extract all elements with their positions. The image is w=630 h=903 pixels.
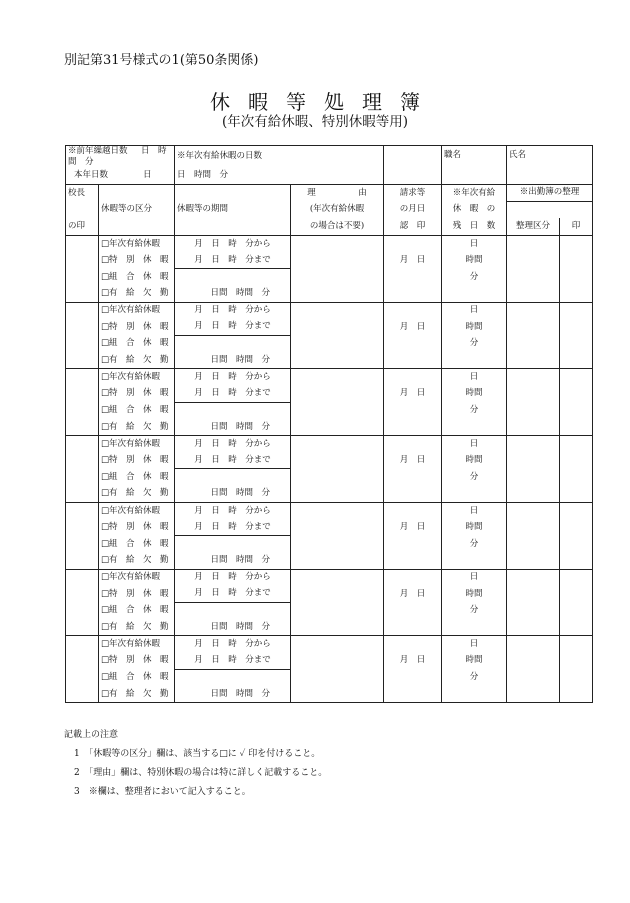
period-total-spacer [175, 536, 291, 553]
period-total: 日間 時間 分 [175, 419, 291, 436]
attendance-class-cell [507, 302, 560, 369]
period-from: 月 日 時 分から [175, 502, 291, 519]
period-total: 日間 時間 分 [175, 352, 291, 369]
period-from: 月 日 時 分から [175, 235, 291, 252]
principal-seal-header-2: の印 [66, 218, 99, 235]
principal-seal-cell [66, 502, 99, 569]
request-date: 月 日 [384, 385, 442, 402]
reason-cell [291, 502, 384, 569]
principal-seal-cell [66, 569, 99, 636]
reason-cell [291, 636, 384, 703]
period-total-spacer [175, 269, 291, 286]
form-label: 別記第31号様式の1(第50条関係) [64, 53, 259, 68]
request-date: 月 日 [384, 519, 442, 536]
attendance-class-cell [507, 569, 560, 636]
attendance-seal-cell [560, 235, 593, 302]
remaining-day: 日 [442, 636, 507, 653]
period-total-spacer [175, 469, 291, 486]
attendance-seal-cell [560, 569, 593, 636]
request-date: 月 日 [384, 652, 442, 669]
request-date-cell-mid [384, 602, 442, 619]
period-total-spacer [175, 335, 291, 352]
period-total-spacer [175, 402, 291, 419]
reason-header-3: の場合は不要) [291, 218, 384, 235]
reason-cell [291, 369, 384, 436]
period-from: 月 日 時 分から [175, 302, 291, 319]
request-header-2: の月日 [384, 201, 442, 218]
attendance-seal-cell [560, 369, 593, 436]
remaining-cell-bottom [442, 352, 507, 369]
request-date: 月 日 [384, 252, 442, 269]
remaining-cell-bottom [442, 486, 507, 503]
request-date: 月 日 [384, 452, 442, 469]
type-option-annual: □年次有給休暇 [99, 302, 175, 319]
attendance-seal-cell [560, 636, 593, 703]
attendance-seal-header: 印 [560, 218, 593, 235]
attendance-class-cell [507, 369, 560, 436]
period-total: 日間 時間 分 [175, 619, 291, 636]
period-total: 日間 時間 分 [175, 686, 291, 703]
period-from: 月 日 時 分から [175, 569, 291, 586]
type-option-union: □組 合 休 暇 [99, 602, 175, 619]
remaining-day: 日 [442, 436, 507, 453]
remaining-min: 分 [442, 536, 507, 553]
remaining-hour: 時間 [442, 519, 507, 536]
period-total: 日間 時間 分 [175, 285, 291, 302]
remaining-hour: 時間 [442, 319, 507, 336]
remaining-hour: 時間 [442, 252, 507, 269]
request-date-cell-bottom [384, 419, 442, 436]
period-total-spacer [175, 602, 291, 619]
remaining-cell-bottom [442, 552, 507, 569]
principal-seal-header: 校長 [66, 184, 99, 201]
request-date-cell-top [384, 502, 442, 519]
principal-seal-cell [66, 636, 99, 703]
type-option-union: □組 合 休 暇 [99, 469, 175, 486]
type-option-special: □特 別 休 暇 [99, 385, 175, 402]
type-option-special: □特 別 休 暇 [99, 319, 175, 336]
attendance-class-cell [507, 436, 560, 503]
type-option-special: □特 別 休 暇 [99, 252, 175, 269]
remaining-cell-bottom [442, 686, 507, 703]
type-option-paid-absence: □有 給 欠 勤 [99, 352, 175, 369]
reason-cell [291, 436, 384, 503]
type-option-annual: □年次有給休暇 [99, 369, 175, 386]
attendance-seal-cell [560, 302, 593, 369]
request-date-cell-mid [384, 335, 442, 352]
remaining-hour: 時間 [442, 652, 507, 669]
this-year-cell: 本年日数 日 [66, 167, 175, 184]
annual-days-unit-cell: 日 時間 分 [175, 167, 384, 184]
type-option-union: □組 合 休 暇 [99, 669, 175, 686]
request-date: 月 日 [384, 319, 442, 336]
remaining-day: 日 [442, 502, 507, 519]
period-to: 月 日 時 分まで [175, 319, 291, 336]
attendance-header-spacer [507, 201, 593, 218]
period-total-spacer [175, 669, 291, 686]
request-date-cell-bottom [384, 552, 442, 569]
request-date-cell-top [384, 235, 442, 252]
request-date: 月 日 [384, 586, 442, 603]
remaining-min: 分 [442, 669, 507, 686]
job-title-cell: 職名 [442, 146, 507, 185]
annual-days-cell: ※年次有給休暇の日数 [175, 146, 384, 168]
type-option-paid-absence: □有 給 欠 勤 [99, 419, 175, 436]
attendance-class-cell [507, 502, 560, 569]
remaining-header-1: ※年次有給 [442, 184, 507, 201]
remaining-day: 日 [442, 369, 507, 386]
principal-seal-header-mid [66, 201, 99, 218]
request-date-cell-mid [384, 669, 442, 686]
reason-cell [291, 569, 384, 636]
attendance-seal-cell [560, 502, 593, 569]
remaining-cell-bottom [442, 419, 507, 436]
period-to: 月 日 時 分まで [175, 519, 291, 536]
type-option-paid-absence: □有 給 欠 勤 [99, 619, 175, 636]
remaining-min: 分 [442, 335, 507, 352]
remaining-day: 日 [442, 235, 507, 252]
type-option-annual: □年次有給休暇 [99, 502, 175, 519]
type-header: 休暇等の区分 [99, 184, 175, 235]
attendance-seal-cell [560, 436, 593, 503]
type-option-special: □特 別 休 暇 [99, 519, 175, 536]
request-date-cell-top [384, 369, 442, 386]
request-date-cell-bottom [384, 486, 442, 503]
request-date-cell-mid [384, 469, 442, 486]
reason-header-1: 理 由 [291, 184, 384, 201]
note-item-3: 3 ※欄は、整理者において記入すること。 [74, 787, 251, 797]
attendance-class-cell [507, 636, 560, 703]
request-date-cell-top [384, 302, 442, 319]
request-header-1: 請求等 [384, 184, 442, 201]
note-item-2: 2 「理由」欄は、特別休暇の場合は特に詳しく記載すること。 [74, 768, 328, 778]
request-date-cell-bottom [384, 686, 442, 703]
type-option-union: □組 合 休 暇 [99, 335, 175, 352]
type-option-special: □特 別 休 暇 [99, 652, 175, 669]
period-from: 月 日 時 分から [175, 369, 291, 386]
principal-seal-cell [66, 369, 99, 436]
period-total: 日間 時間 分 [175, 552, 291, 569]
remaining-header-2: 休 暇 の [442, 201, 507, 218]
type-option-special: □特 別 休 暇 [99, 452, 175, 469]
period-to: 月 日 時 分まで [175, 586, 291, 603]
period-to: 月 日 時 分まで [175, 385, 291, 402]
type-option-special: □特 別 休 暇 [99, 586, 175, 603]
remaining-header-3: 残 日 数 [442, 218, 507, 235]
remaining-min: 分 [442, 469, 507, 486]
request-date-cell-bottom [384, 285, 442, 302]
period-header: 休暇等の期間 [175, 184, 291, 235]
period-to: 月 日 時 分まで [175, 252, 291, 269]
period-from: 月 日 時 分から [175, 636, 291, 653]
principal-seal-cell [66, 436, 99, 503]
remaining-cell-bottom [442, 285, 507, 302]
type-option-union: □組 合 休 暇 [99, 536, 175, 553]
remaining-min: 分 [442, 402, 507, 419]
prev-carry-cell: ※前年繰越日数 日 時間 分 [66, 146, 175, 168]
attendance-class-header: 整理区分 [507, 218, 560, 235]
attendance-class-cell [507, 235, 560, 302]
page-title: 休 暇 等 処 理 簿 [210, 90, 420, 114]
notes-heading: 記載上の注意 [64, 730, 119, 740]
type-option-union: □組 合 休 暇 [99, 402, 175, 419]
reason-cell [291, 235, 384, 302]
type-option-annual: □年次有給休暇 [99, 569, 175, 586]
type-option-annual: □年次有給休暇 [99, 636, 175, 653]
remaining-hour: 時間 [442, 385, 507, 402]
request-date-cell-top [384, 636, 442, 653]
page-subtitle: (年次有給休暇、特別休暇等用) [221, 114, 409, 130]
period-total: 日間 時間 分 [175, 486, 291, 503]
remaining-hour: 時間 [442, 586, 507, 603]
request-date-cell-bottom [384, 352, 442, 369]
remaining-cell-bottom [442, 619, 507, 636]
remaining-day: 日 [442, 302, 507, 319]
type-option-union: □組 合 休 暇 [99, 269, 175, 286]
remaining-min: 分 [442, 269, 507, 286]
period-to: 月 日 時 分まで [175, 652, 291, 669]
type-option-annual: □年次有給休暇 [99, 235, 175, 252]
period-from: 月 日 時 分から [175, 436, 291, 453]
principal-seal-cell [66, 302, 99, 369]
remaining-min: 分 [442, 602, 507, 619]
type-option-annual: □年次有給休暇 [99, 436, 175, 453]
request-date-cell-bottom [384, 619, 442, 636]
request-date-cell-mid [384, 269, 442, 286]
name-cell: 氏名 [507, 146, 593, 185]
leave-register-table [65, 145, 593, 703]
attendance-header: ※出勤簿の整理 [507, 184, 593, 201]
remaining-day: 日 [442, 569, 507, 586]
type-option-paid-absence: □有 給 欠 勤 [99, 686, 175, 703]
request-header-3: 認 印 [384, 218, 442, 235]
request-date-cell-top [384, 569, 442, 586]
note-item-1: 1 「休暇等の区分」欄は、該当する□に ✓ 印を付けること。 [74, 749, 321, 759]
principal-seal-cell [66, 235, 99, 302]
remaining-hour: 時間 [442, 452, 507, 469]
reason-cell [291, 302, 384, 369]
period-to: 月 日 時 分まで [175, 452, 291, 469]
type-option-paid-absence: □有 給 欠 勤 [99, 486, 175, 503]
type-option-paid-absence: □有 給 欠 勤 [99, 552, 175, 569]
type-option-paid-absence: □有 給 欠 勤 [99, 285, 175, 302]
request-date-cell-mid [384, 402, 442, 419]
request-date-cell-mid [384, 536, 442, 553]
blank-cell [384, 146, 442, 185]
reason-header-2: (年次有給休暇 [291, 201, 384, 218]
request-date-cell-top [384, 436, 442, 453]
